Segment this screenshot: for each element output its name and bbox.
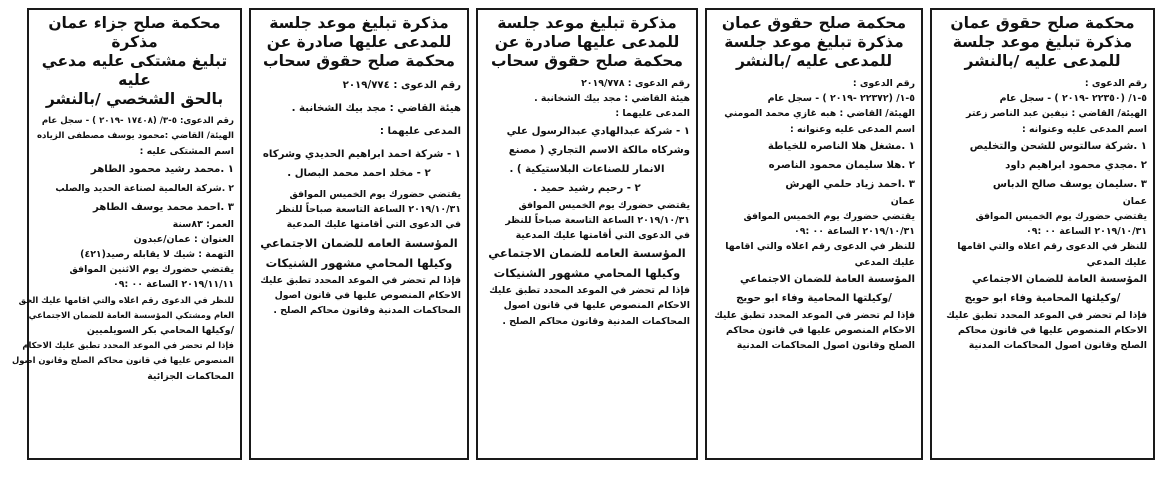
title-line: مذكرة تبليغ موعد جلسة	[269, 14, 449, 32]
body-text: عليك المدعي	[854, 256, 915, 268]
judge: الهيئة/ القاضي : هبه غازي محمد المومني	[724, 108, 915, 120]
defendant: ١ - شركة عبدالهادي عبدالرسول علي	[506, 125, 690, 137]
title-line: مذكرة تبليغ موعد جلسة	[724, 33, 904, 51]
charge: التهمة : شيك لا يقابله رصيد(٤٢١)	[80, 249, 234, 261]
notice-title	[484, 14, 690, 71]
hearing-date: ٢٠١٩/١٠/٣١ الساعة ٠٠ :٠٩	[794, 226, 915, 238]
notice-title	[713, 14, 915, 71]
body-text: فإذا لم تحضر في الموعد المحدد تطبق عليك	[946, 309, 1147, 321]
notice-body	[12, 114, 234, 384]
case-number: رقم الدعوى: ٥-٣/ (١٧٤٠٨ -٢٠١٩ ) - سجل عام	[41, 116, 234, 126]
defendant: ١ - شركة احمد ابراهيم الحديدي وشركاه	[262, 149, 461, 160]
title-line: تبليغ مشتكى عليه مدعي عليه	[41, 52, 228, 89]
judge: الهيئة/ القاضي :محمود يوسف مصطفى الزياده	[36, 131, 234, 142]
title-line: محكمة صلح حقوق سحاب	[491, 52, 683, 70]
notice-title	[35, 14, 234, 109]
plaintiff: المؤسسة العامه للضمان الاجتماعي	[260, 235, 458, 250]
plaintiff-lawyer: /وكيلتها المحامية وفاء ابو حويج	[964, 292, 1121, 304]
body-text: فإذا لم تحضر في الموعد المحدد تطبق عليك	[714, 309, 915, 321]
defendant: الانمار للصناعات البلاستيكية ) .	[509, 163, 665, 175]
title-line: للمدعى عليها صادرة عن	[494, 33, 680, 51]
case-number: رقم الدعوى : ٢٠١٩/٧٧٨	[581, 78, 690, 89]
defendant: ٢ .شركة العالمية لصناعة الحديد والصلب	[55, 182, 234, 194]
case-number-label: رقم الدعوى :	[852, 78, 915, 89]
notice-body	[713, 76, 915, 353]
notice-amman-22372	[705, 8, 923, 460]
title-line: محكمة صلح جزاء عمان مذكرة	[48, 14, 221, 51]
summons-text: يقتضي حضورك يوم الخميس الموافق	[518, 199, 690, 211]
defendant: ٢ - مخلد احمد محمد البصال .	[287, 168, 431, 179]
defendant: وشركاه مالكة الاسم التجاري ( مصنع	[508, 144, 690, 156]
body-text: الاحكام المنصوص عليها في قانون اصول	[274, 289, 461, 301]
body-text: للنظر في الدعوى رقم اعلاه والتي اقامها	[725, 241, 915, 253]
case-number: ٥-١/ (٢٢٣٧٢ -٢٠١٩ ) - سجل عام	[767, 93, 915, 105]
defendant: ٣ .سليمان يوسف صالح الدباس	[992, 178, 1147, 190]
age: العمر: ٨٣سنة	[172, 218, 234, 230]
notice-title	[257, 14, 461, 71]
body-text: الاحكام المنصوص عليها في قانون اصول	[503, 300, 690, 312]
title-line: للمدعى عليه /بالنشر	[735, 52, 893, 70]
notice-body	[257, 76, 461, 318]
title-line: للمدعى عليه /بالنشر	[964, 52, 1121, 70]
notice-amman-criminal-17408	[12, 8, 242, 460]
defendants-label: اسم المدعى عليه وعنوانه :	[789, 123, 915, 135]
hearing-date: ٢٠١٩/١٠/٣١ الساعة التاسعة صباحاً للنظر	[505, 214, 690, 226]
body-text: للنظر في الدعوى رقم اعلاه والتي اقامها عليك الحق	[18, 294, 234, 305]
title-line: محكمة صلح حقوق عمان	[950, 14, 1135, 32]
body-text: الصلح وقانون اصول المحاكمات المدنية	[736, 340, 915, 352]
plaintiff-lawyer: وكيلها المحامي مشهور الشنيكات	[265, 255, 453, 270]
summons-text: يقتضي حضورك يوم الاثنين الموافق	[69, 264, 234, 276]
hearing-date: ٢٠١٩/١٠/٣١ الساعة التاسعة صباحاً للنظر	[276, 204, 461, 216]
title-line: محكمة صلح حقوق سحاب	[263, 52, 455, 70]
defendant: ٣ .احمد محمد يوسف الطاهر	[92, 201, 234, 213]
case-number: ٥-١/ (٢٢٣٥٠ -٢٠١٩ ) - سجل عام	[999, 93, 1147, 105]
defendant: ٢ .هلا سليمان محمود الناصره	[768, 159, 915, 171]
defendant: ٢ .مجدي محمود ابراهيم داود	[1005, 159, 1147, 171]
title-line: محكمة صلح حقوق عمان	[721, 14, 907, 32]
hearing-date: ٢٠١٩/١١/١١ الساعة ٠٠ :٠٩	[113, 279, 234, 291]
plaintiff: المؤسسة العامة للضمان الاجتماعي	[972, 273, 1147, 285]
hearing-date: ٢٠١٩/١٠/٣١ الساعة ٠٠ :٠٩	[1026, 226, 1147, 238]
defendant: ٢ - رحيم رشيد حميد .	[533, 182, 641, 194]
defendant: ١ .محمد رشيد محمود الطاهر	[90, 163, 234, 175]
case-number: رقم الدعوى : ٢٠١٩/٧٧٤	[342, 80, 461, 91]
body-text: المنصوص عليها في قانون محاكم الصلح وقانون اصول	[12, 355, 234, 366]
notice-sahab-774	[249, 8, 469, 460]
title-line: مذكرة تبليغ موعد جلسة	[497, 14, 677, 32]
title-line: مذكرة تبليغ موعد جلسة	[952, 33, 1133, 51]
plaintiff-lawyer: /وكيلها المحامي بكر السويلميين	[86, 325, 234, 337]
notice-body	[938, 76, 1147, 353]
notice-body	[484, 76, 690, 329]
body-text: الاحكام المنصوص عليها في قانون محاكم	[725, 325, 915, 337]
title-line: بالحق الشخصي /بالنشر	[45, 90, 224, 108]
body-text: في الدعوى التي أقامتها عليك المدعية	[515, 230, 690, 242]
body-text: فإذا لم تحضر في الموعد المحدد تطبق عليك	[260, 274, 461, 286]
defendant: ١ .شركة سالتوس للشحن والتخليص	[969, 140, 1147, 152]
body-text: العام ومشتكي المؤسسة العامة للضمان الاجتماعي	[28, 309, 234, 320]
defendants-label: اسم المدعى عليه وعنوانه :	[1021, 123, 1147, 135]
body-text: الصلح وقانون اصول المحاكمات المدنية	[968, 340, 1147, 352]
case-number-label: رقم الدعوى :	[1084, 78, 1147, 89]
body-text: للنظر في الدعوى رقم اعلاه والتي اقامها	[957, 241, 1147, 253]
judge: هيئة القاضي : مجد بيك الشخانبة .	[534, 93, 690, 105]
city: عمان	[1122, 195, 1147, 207]
plaintiff: المؤسسة العامة للضمان الاجتماعي	[740, 273, 915, 285]
notice-sahab-778	[476, 8, 698, 460]
address: العنوان : عمان/عبدون	[133, 233, 234, 245]
plaintiff-lawyer: وكيلها المحامي مشهور الشنيكات	[493, 266, 681, 281]
title-line: للمدعى عليها صادرة عن	[266, 33, 452, 51]
judge: الهيئة/ القاضي : نيفين عبد الناصر زعتر	[966, 108, 1147, 120]
notice-title	[938, 14, 1147, 71]
body-text: المحاكمات الجزائية	[147, 370, 234, 382]
notice-amman-22350	[930, 8, 1155, 460]
plaintiff-lawyer: /وكيلتها المحامية وفاء ابو حويج	[736, 292, 892, 304]
body-text: المحاكمات المدنية وقانون محاكم الصلح .	[502, 315, 690, 327]
summons-text: يقتضي حضورك يوم الخميس الموافق	[289, 189, 461, 200]
body-text: عليك المدعي	[1086, 256, 1147, 268]
body-text: المحاكمات المدنية وقانون محاكم الصلح .	[273, 305, 461, 317]
body-text: في الدعوى التي أقامتها عليك المدعية	[286, 219, 461, 231]
body-text: فإذا لم تحضر في الموعد المحدد تطبق عليك	[489, 285, 690, 297]
body-text: فإذا لم تحضر في الموعد المحدد تطبق عليك الاحكام	[22, 340, 234, 351]
defendants-label: المدعى عليهما :	[379, 126, 461, 137]
plaintiff: المؤسسة العامه للضمان الاجتماعي	[488, 246, 686, 261]
judge: هيئة القاضي : مجد بيك الشخانبة .	[291, 103, 461, 114]
defendants-label: المدعى عليهما :	[615, 108, 690, 120]
body-text: الاحكام المنصوص عليها في قانون محاكم	[957, 325, 1147, 337]
defendant: ١ .مشغل هلا الناصره للخياطة	[767, 140, 915, 152]
city: عمان	[890, 195, 915, 207]
summons-text: يقتضي حضورك يوم الخميس الموافق	[975, 211, 1147, 223]
defendant: ٣ .احمد زياد حلمي الهرش	[785, 178, 915, 190]
defendants-label: اسم المشتكى عليه :	[139, 146, 234, 158]
summons-text: يقتضي حضورك يوم الخميس الموافق	[743, 211, 915, 223]
